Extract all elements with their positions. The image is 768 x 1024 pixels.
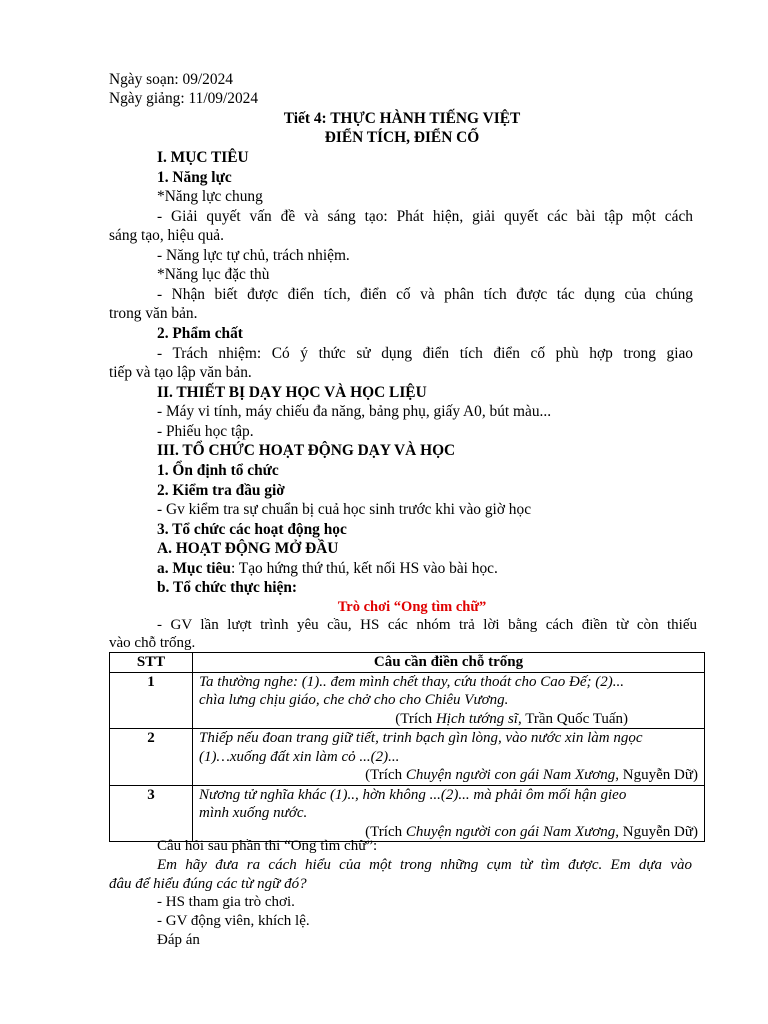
source-prefix: (Trích [365,823,406,840]
row-number: 3 [110,785,193,842]
general-competence-1: - Giải quyết vấn đề và sáng tạo: Phát hiện, giải quyết các bài tập một cách [157,208,693,225]
specific-competence-1: - Nhận biết được điển tích, điển cố và phân tích được tác dụng của chúng [157,286,693,303]
follow-up-label: Câu hỏi sau phần thi “Ong tìm chữ”: [157,838,378,854]
table-row [110,785,705,842]
activity-a-objective [157,559,498,578]
row-question [193,785,705,842]
step-3: 3. Tổ chức các hoạt động học [157,521,347,538]
gv-activity: - GV động viên, khích lệ. [157,913,310,929]
row-number: 1 [110,672,193,729]
quality-1: - Trách nhiệm: Có ý thức sử dụng điển tích điển cố phù hợp trong giao [157,345,693,362]
general-competence-1-cont: sáng tạo, hiệu quả. [109,227,224,244]
source-prefix: (Trích [365,767,406,783]
prep-date: Ngày soạn: 09/2024 [109,71,233,88]
answer-label: Đáp án [157,932,200,948]
follow-up-question: Em hãy đưa ra cách hiểu của một trong những cụm từ tìm được. Em dựa vào [157,857,692,873]
step-2: 2. Kiểm tra đầu giờ [157,482,285,499]
fill-blank-table [109,652,705,842]
subheading-pham-chat: 2. Phẩm chất [157,325,243,342]
table-row [110,729,705,786]
question-source [199,710,698,729]
game-intro-cont: vào chỗ trống. [109,635,196,651]
question-source [199,766,698,785]
question-line: Ta thường nghe: (1).. đem mình chết thay, cứu thoát cho Cao Đế; (2)... [199,673,624,690]
source-prefix: (Trích [395,710,436,727]
source-author: , Nguyễn Dữ) [615,823,698,840]
quality-1-cont: tiếp và tạo lập văn bản. [109,364,252,381]
section-1-heading: I. MỤC TIÊU [157,149,249,166]
equipment-1: - Máy vi tính, máy chiếu đa năng, bảng phụ, giấy A0, bút màu... [157,403,552,420]
source-author: , Nguyễn Dữ) [615,767,698,783]
source-author: , Trần Quốc Tuấn) [517,710,628,727]
activity-b-label: b. Tổ chức thực hiện: [157,579,298,596]
game-title: Trò chơi “Ong tìm chữ” [337,599,487,615]
section-2-heading: II. THIẾT BỊ DẠY HỌC VÀ HỌC LIỆU [157,384,427,401]
col-stt-header: STT [110,653,193,673]
hs-activity: - HS tham gia trò chơi. [157,894,295,910]
question-line: (1)…xuống đất xin làm cỏ ...(2)... [199,748,400,765]
source-work: Chuyện người con gái Nam Xương [405,823,616,840]
source-work: Hịch tướng sĩ [435,710,518,727]
objective-text: : Tạo hứng thứ thú, kết nối HS vào bài học. [230,560,498,577]
row-number: 2 [110,729,193,786]
step-1: 1. Ổn định tổ chức [157,462,279,479]
subheading-nang-luc: 1. Năng lực [157,169,232,186]
question-line: chìa lưng chịu giáo, che chở cho cho Chiêu Vương. [199,692,509,708]
specific-competence-1-cont: trong văn bản. [109,305,198,322]
activity-a-heading: A. HOẠT ĐỘNG MỞ ĐẦU [157,540,339,557]
col-question-header: Câu cần điền chỗ trống [193,653,705,673]
teaching-date: Ngày giảng: 11/09/2024 [109,90,259,107]
question-line: mình xuống nước. [199,805,308,821]
question-line: Thiếp nếu đoan trang giữ tiết, trinh bạch gìn lòng, vào nước xin làm ngọc [199,730,643,746]
row-question [193,729,705,786]
table-header-row [110,653,705,673]
game-intro: - GV lần lượt trình yêu cầu, HS các nhóm trả lời bằng cách điền từ còn thiếu [157,617,697,633]
section-3-heading: III. TỔ CHỨC HOẠT ĐỘNG DẠY VÀ HỌC [157,442,456,459]
general-competence-label: *Năng lực chung [157,188,263,205]
equipment-2: - Phiếu học tập. [157,423,254,440]
question-line: Nương tử nghĩa khác (1).., hờn không ...(2)... mà phải ôm mối hận gieo [199,786,627,803]
source-work: Chuyện người con gái Nam Xương [405,767,616,783]
step-2-text: - Gv kiểm tra sự chuẩn bị cuả học sinh trước khi vào giờ học [157,501,532,518]
general-competence-2: - Năng lực tự chủ, trách nhiệm. [157,247,350,264]
lesson-title: Tiết 4: THỰC HÀNH TIẾNG VIỆT [283,110,521,127]
follow-up-question-cont: đâu để hiểu đúng các từ ngữ đó? [109,876,307,892]
lesson-subtitle: ĐIỂN TÍCH, ĐIỂN CỐ [324,129,480,146]
row-question [193,672,705,729]
table-row [110,672,705,729]
specific-competence-label: *Năng lục đặc thù [157,266,270,283]
objective-label: a. Mục tiêu [157,560,231,577]
